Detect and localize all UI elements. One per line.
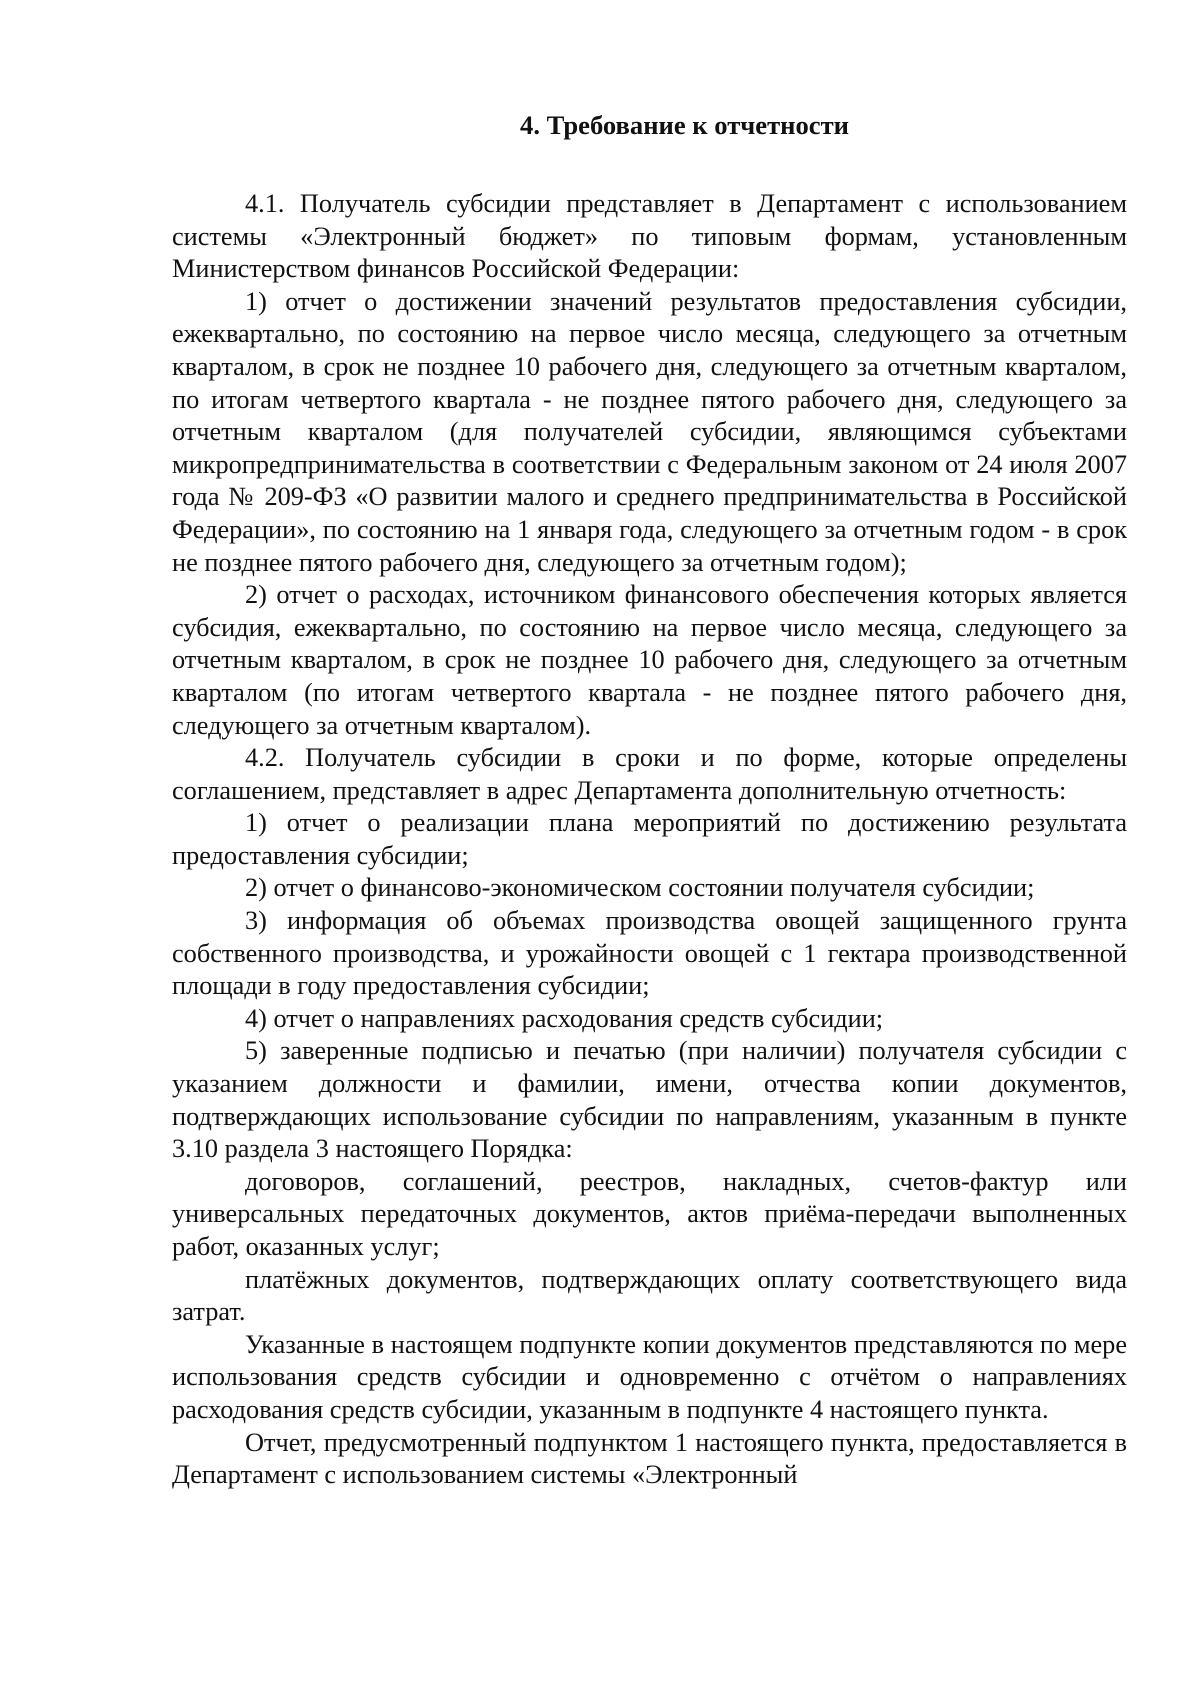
paragraph: платёжных документов, подтверждающих оплату соответствующего вида затрат.: [172, 1264, 1127, 1327]
paragraph: 5) заверенные подписью и печатью (при наличии) получателя субсидии с указанием должности и фамилии, имени, отчества копии документов, подтверждающих использование субсидии по направлениям, указанным в пункте 3.10 раздела 3 настоящего Порядка:: [172, 1036, 1127, 1164]
paragraph: 2) отчет о расходах, источником финансового обеспечения которых является субсидия, ежеквартально, по состоянию на первое число месяца, следующего за отчетным кварталом, в срок не позднее 10 рабочего дня, следующего за отчетным кварталом (по итогам четвертого квартала - не позднее пятого рабочего дня, следующего за отчетным кварталом).: [172, 580, 1127, 740]
paragraph: Отчет, предусмотренный подпунктом 1 настоящего пункта, предоставляется в Департамент с использованием системы «Электронный: [172, 1427, 1127, 1490]
paragraph: 2) отчет о финансово-экономическом состоянии получателя субсидии;: [245, 873, 1035, 903]
document-page: [172, 108, 1127, 1492]
paragraph: 4.2. Получатель субсидии в сроки и по форме, которые определены соглашением, представляет в адрес Департамента дополнительную отчетность:: [172, 743, 1127, 805]
paragraph: 4.1. Получатель субсидии представляет в Департамент с использованием системы «Электронный бюджет» по типовым формам, установленным Министерством финансов Российской Федерации:: [172, 189, 1127, 284]
paragraph: 1) отчет о реализации плана мероприятий по достижению результата предоставления субсидии;: [172, 808, 1127, 870]
paragraph: договоров, соглашений, реестров, накладных, счетов-фактур или универсальных передаточных документов, актов приёма-передачи выполненных работ, оказанных услуг;: [172, 1166, 1127, 1261]
paragraph: 1) отчет о достижении значений результатов предоставления субсидии, ежеквартально, по состоянию на первое число месяца, следующего за отчетным кварталом, в срок не позднее 10 рабочего дня, следующего за отчетным кварталом, по итогам четвертого квартала - не позднее пятого рабочего дня, следующего за отчетным кварталом (для получателей субсидии, являющимся субъектами микропредпринимательства в соответствии с Федеральным законом от 24 июля 2007 года № 209-ФЗ «О развитии малого и среднего предпринимательства в Российской Федерации», по состоянию на 1 января года, следующего за отчетным годом - в срок не позднее пятого рабочего дня, следующего за отчетным годом);: [172, 286, 1127, 577]
paragraph: 4) отчет о направлениях расходования средств субсидии;: [245, 1003, 884, 1033]
paragraph: 3) информация об объемах производства овощей защищенного грунта собственного производства, и урожайности овощей с 1 гектара производственной площади в году предоставления субсидии;: [172, 906, 1127, 1001]
section-title: 4. Требование к отчетности: [520, 110, 849, 140]
paragraph: Указанные в настоящем подпункте копии документов представляются по мере использования средств субсидии и одновременно с отчётом о направлениях расходования средств субсидии, указанным в подпункте 4 настоящего пункта.: [172, 1329, 1127, 1424]
